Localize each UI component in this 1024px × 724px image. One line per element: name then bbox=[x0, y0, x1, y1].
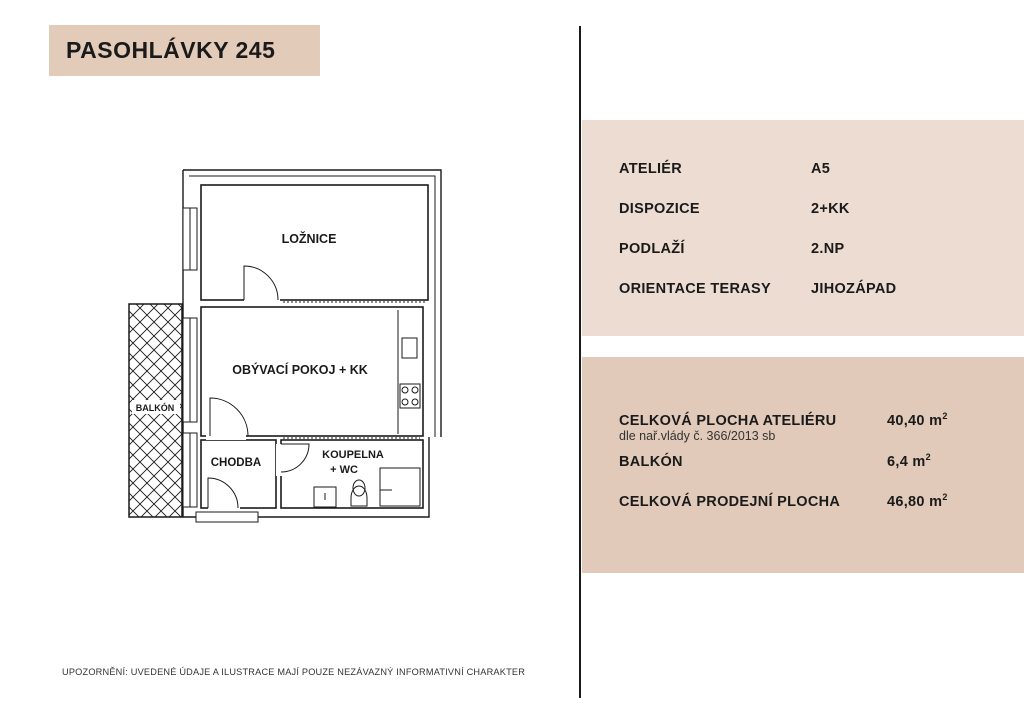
room-label-loznice: LOŽNICE bbox=[281, 232, 337, 246]
detail-value-orientace: JIHOZÁPAD bbox=[811, 281, 897, 297]
room-label-wc: + WC bbox=[330, 464, 358, 476]
detail-label-podlazi: PODLAŽÍ bbox=[619, 241, 685, 257]
room-label-chodba: CHODBA bbox=[210, 457, 262, 469]
shower-icon bbox=[380, 468, 420, 506]
room-label-koupelna: KOUPELNA bbox=[322, 449, 384, 461]
detail-value-podlazi: 2.NP bbox=[811, 241, 845, 257]
area-label-sale: CELKOVÁ PRODEJNÍ PLOCHA bbox=[619, 494, 841, 510]
area-value-total: 40,40 $m^2$ bbox=[887, 411, 948, 429]
room-label-obyvaci: OBÝVACÍ POKOJ + KK bbox=[232, 363, 368, 377]
detail-label-atelier: ATELIÉR bbox=[619, 161, 683, 177]
details-panel bbox=[582, 120, 1024, 336]
detail-label-dispozice: DISPOZICE bbox=[619, 201, 700, 217]
area-label-balcony: BALKÓN bbox=[619, 454, 683, 470]
detail-value-atelier: A5 bbox=[811, 161, 831, 177]
detail-label-orientace: ORIENTACE TERASY bbox=[619, 281, 771, 297]
area-value-balcony: 6,4 $m^2$ bbox=[887, 452, 931, 470]
area-value-sale: 46,80 $m^2$ bbox=[887, 492, 948, 510]
room-label-balkon: BALKÓN bbox=[135, 403, 175, 413]
kitchen-counter bbox=[398, 310, 420, 434]
sink-icon bbox=[402, 338, 417, 358]
vertical-divider bbox=[579, 26, 581, 698]
windows bbox=[183, 208, 197, 507]
detail-value-dispozice: 2+KK bbox=[811, 201, 850, 217]
doors bbox=[196, 266, 309, 522]
area-label-total: CELKOVÁ PLOCHA ATELIÉRU bbox=[619, 413, 837, 429]
page-title: PASOHLÁVKY 245 bbox=[66, 37, 276, 63]
area-sublabel-total: dle nař.vlády č. 366/2013 sb bbox=[619, 429, 776, 443]
areas-panel bbox=[582, 357, 1024, 573]
disclaimer-text: UPOZORNĚNÍ: UVEDENÉ ÚDAJE A ILUSTRACE MAJÍ POUZE NEZÁVAZNÝ INFORMATIVNÍ CHARAKTER bbox=[62, 667, 526, 677]
